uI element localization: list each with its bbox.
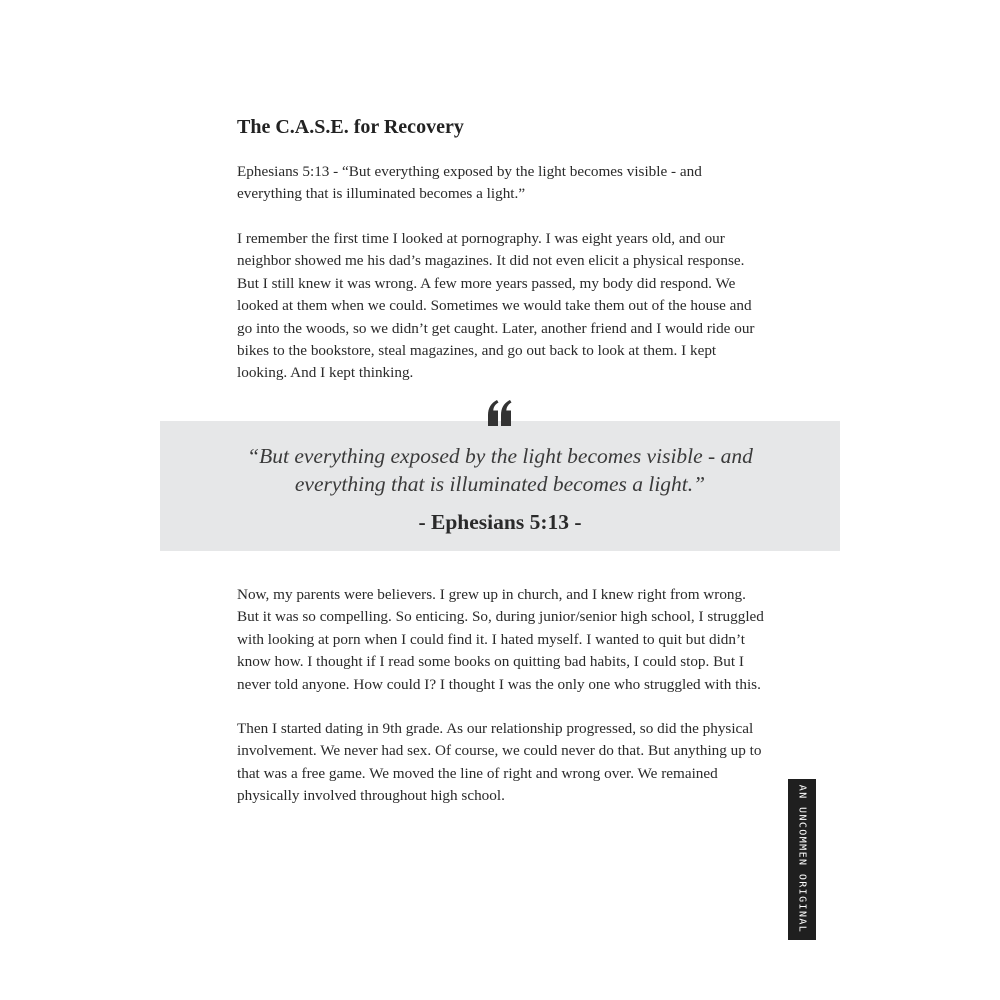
scripture-paragraph: Ephesians 5:13 - “But everything exposed by the light becomes visible - and everything that is illuminated becomes a light.” [237,163,702,203]
document-title: The C.A.S.E. for Recovery [237,116,464,138]
side-tab [788,779,816,940]
quote-mark-icon [486,396,514,428]
body-paragraph: I remember the first time I looked at pornography. I was eight years old, and our neighbor showed me his dad’s magazines. It did not even elicit a physical response. But I still knew it was wrong. A few more years passed, my body did respond. We looked at them when we could. Sometimes we would take them out of the house and go into the woods, so we didn’t get caught. Later, another friend and I would ride our bikes to the bookstore, steal magazines, and go out back to look at them. I kept looking. And I kept thinking. [237,230,755,382]
side-tab-label: AN UNCOMMEN ORIGINAL [796,784,808,934]
body-paragraph: Then I started dating in 9th grade. As our relationship progressed, so did the physical involvement. We never had sex. Of course, we could never do that. But anything up to that was a free game. We moved the line of right and wrong over. We remained physically involved throughout high school. [237,720,762,805]
pull-quote-text: “But everything exposed by the light becomes visible - and everything that is illuminated becomes a light.” [247,444,753,496]
body-paragraph: Now, my parents were believers. I grew up in church, and I knew right from wrong. But it was so compelling. So enticing. So, during junior/senior high school, I struggled with looking at porn when I could find it. I hated myself. I wanted to quit but didn’t know how. I thought if I read some books on quitting bad habits, I could stop. But I never told anyone. How could I? I thought I was the only one who struggled with this. [237,586,764,693]
pull-quote-reference: - Ephesians 5:13 - [418,510,582,534]
